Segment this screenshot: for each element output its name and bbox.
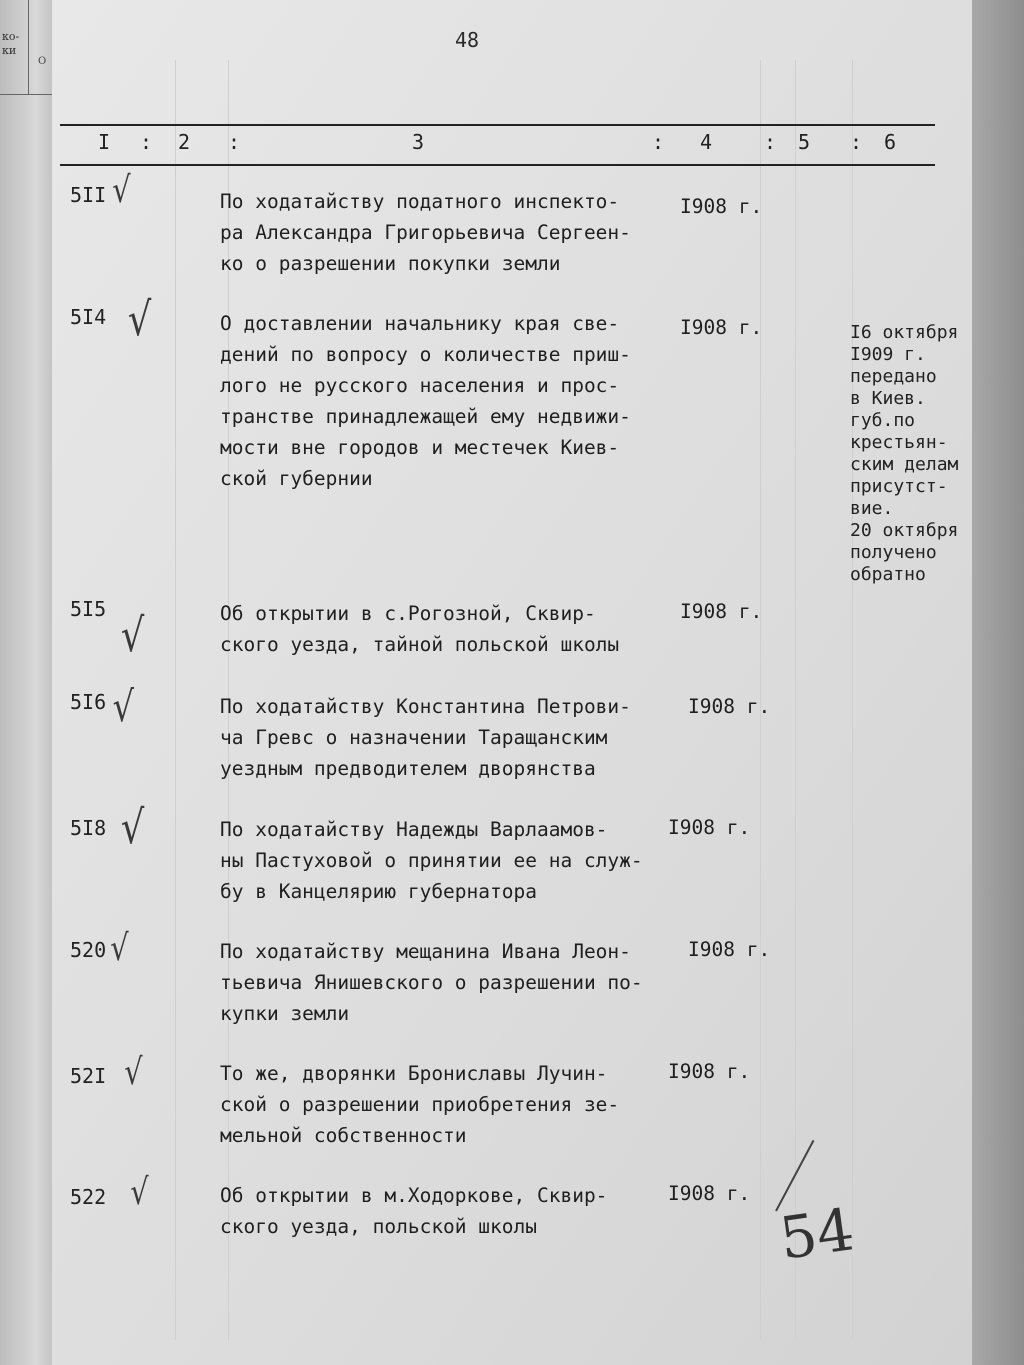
entry-year: I908 г. bbox=[668, 1182, 751, 1205]
column-number-5: 5 bbox=[798, 130, 811, 154]
column-separator: : bbox=[850, 130, 863, 154]
entry-text: То же, дворянки Брониславы Лучин- ской о разрешении приобретения зе- мельной собственности bbox=[220, 1062, 620, 1147]
check-mark-icon: √ bbox=[127, 292, 152, 346]
entry-note: I6 октября I909 г. передано в Киев. губ.по крестьян- ским делам присутст- вие. 20 октября получено обратно bbox=[850, 322, 959, 585]
entry-number: 5II bbox=[70, 183, 107, 207]
entry-number: 5I8 bbox=[70, 816, 107, 840]
prev-page-rule-horizontal bbox=[0, 94, 52, 95]
column-number-6: 6 bbox=[884, 130, 897, 154]
prev-page-fragment-line: ко- bbox=[2, 30, 20, 43]
entry-number: 5I4 bbox=[70, 305, 107, 329]
folio-number: 54 bbox=[775, 1195, 859, 1273]
header-rule-bottom bbox=[60, 164, 935, 166]
page-edge-right bbox=[972, 0, 1024, 1365]
check-mark-icon: √ bbox=[110, 928, 129, 969]
page-number: 48 bbox=[455, 28, 480, 52]
check-mark-icon: √ bbox=[112, 170, 131, 211]
entry-number: 5I5 bbox=[70, 597, 107, 621]
entry-text: По ходатайству Константина Петрови- ча Гревс о назначении Таращанским уездным предводителем дворянства bbox=[220, 695, 631, 780]
check-mark-icon: √ bbox=[112, 682, 135, 731]
entry-year: I908 г. bbox=[668, 1060, 751, 1083]
entry-text: О доставлении начальнику края све- дений по вопросу о количестве приш- лого не русского населения и прос- транстве принадлежащей ему недвижи- мости вне городов и местечек Киев- ской губернии bbox=[220, 312, 631, 490]
entry-year: I908 г. bbox=[680, 600, 763, 623]
prev-page-fragment-line: ки bbox=[2, 44, 17, 57]
check-mark-icon: √ bbox=[130, 1172, 149, 1213]
entry-number: 5I6 bbox=[70, 690, 107, 714]
header-rule-top bbox=[60, 124, 935, 126]
entry-text: Об открытии в м.Ходоркове, Сквир- ского уезда, польской школы bbox=[220, 1184, 608, 1238]
check-mark-icon: √ bbox=[124, 1052, 143, 1093]
entry-year: I908 г. bbox=[688, 938, 771, 961]
entry-text: По ходатайству Надежды Варлаамов- ны Пастуховой о принятии ее на служ- бу в Канцелярию губернатора bbox=[220, 818, 643, 903]
check-mark-icon: √ bbox=[120, 800, 145, 854]
check-mark-icon: √ bbox=[120, 608, 145, 662]
column-rule bbox=[795, 60, 796, 1340]
prev-page-col: О bbox=[38, 56, 47, 67]
entry-year: I908 г. bbox=[680, 316, 763, 339]
column-number-4: 4 bbox=[700, 130, 713, 154]
column-rule bbox=[175, 60, 176, 1340]
entry-number: 52I bbox=[70, 1064, 107, 1088]
entry-year: I908 г. bbox=[668, 816, 751, 839]
entry-text: По ходатайству мещанина Ивана Леон- тьевича Янишевского о разрешении по- купки земли bbox=[220, 940, 643, 1025]
prev-page-fragment bbox=[2, 30, 19, 58]
entry-text: Об открытии в с.Рогозной, Сквир- ского уезда, тайной польской школы bbox=[220, 602, 620, 656]
column-rule bbox=[852, 60, 853, 1340]
column-number-3: 3 bbox=[412, 130, 425, 154]
previous-page-edge bbox=[0, 0, 54, 1365]
entry-year: I908 г. bbox=[680, 195, 763, 218]
column-separator: : bbox=[764, 130, 777, 154]
entry-number: 522 bbox=[70, 1185, 107, 1209]
column-number-2: 2 bbox=[178, 130, 191, 154]
entry-number: 520 bbox=[70, 938, 107, 962]
column-separator: : bbox=[652, 130, 665, 154]
entry-text: По ходатайству податного инспекто- ра Александра Григорьевича Сергеен- ко о разрешении покупки земли bbox=[220, 190, 631, 275]
entry-year: I908 г. bbox=[688, 695, 771, 718]
column-separator: : bbox=[140, 130, 153, 154]
prev-page-rule bbox=[28, 0, 29, 95]
column-number-1: I bbox=[98, 130, 111, 154]
column-separator: : bbox=[228, 130, 241, 154]
